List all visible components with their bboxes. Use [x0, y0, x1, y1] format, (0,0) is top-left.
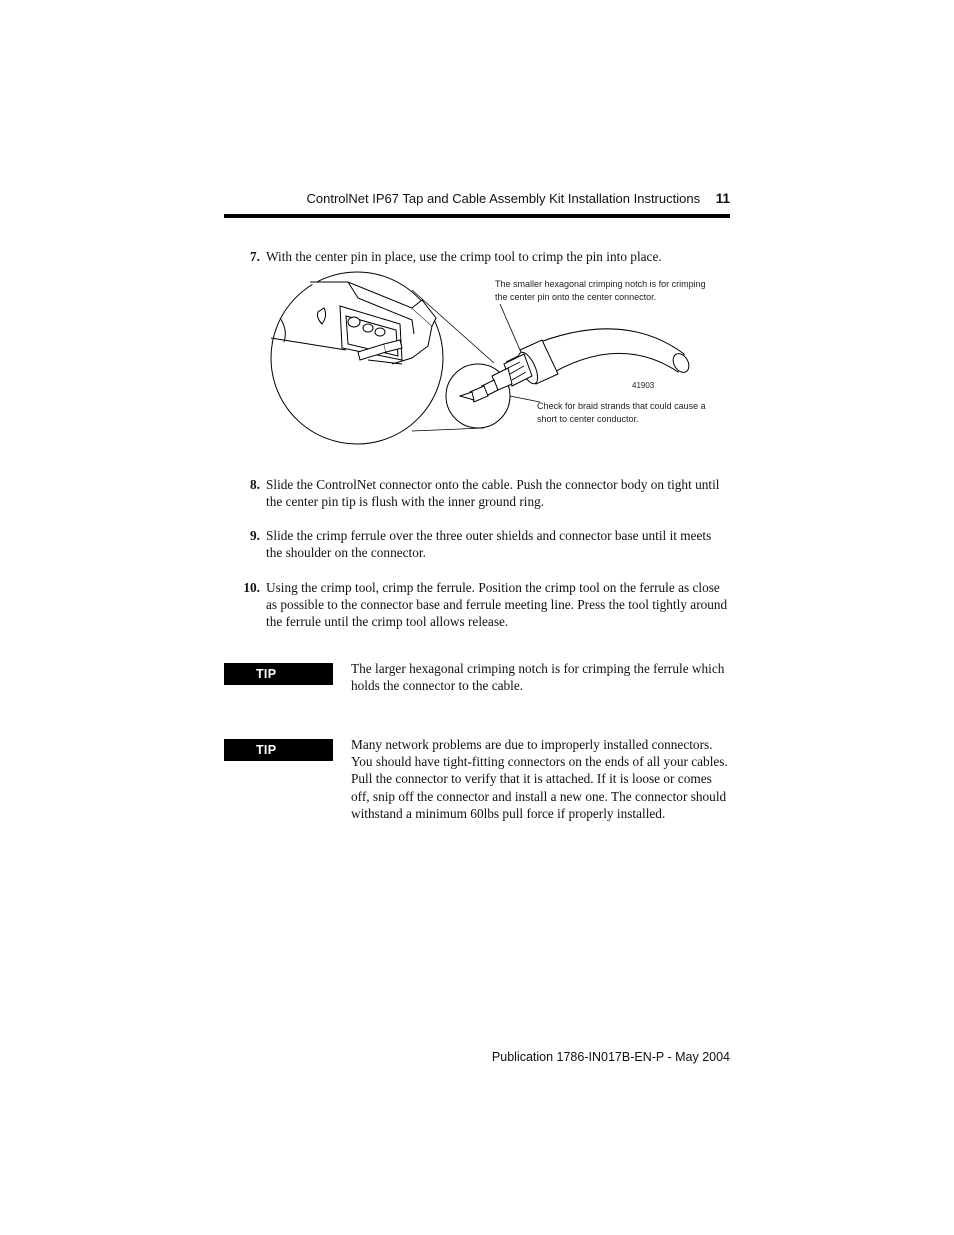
step-text: Using the crimp tool, crimp the ferrule. Position the crimp tool on the ferrule as close as possible to the connector base and ferrule meeting line. Press the tool tightly around the ferrule until the crimp tool allows release. [266, 580, 728, 629]
tip-text: The larger hexagonal crimping notch is for crimping the ferrule which holds the connector to the cable. [351, 661, 725, 694]
step-text: Slide the crimp ferrule over the three outer shields and connector base until it meets the shoulder on the connector. [266, 528, 712, 560]
step-number: 10. [243, 580, 260, 595]
crimp-illustration [262, 268, 712, 448]
header-rule [224, 214, 730, 218]
tip-text: Many network problems are due to improperly installed connectors. You should have tight-fitting connectors on the ends of all your cables. Pull the connector to verify that it is attached. If it is loose or comes off, snip off the connector and install a new one. The connector should withstand a minimum 60lbs pull force if properly installed. [351, 737, 728, 821]
step-number: 9. [250, 528, 260, 543]
step-text: Slide the ControlNet connector onto the cable. Push the connector body on tight until the center pin tip is flush with the inner ground ring. [266, 477, 720, 509]
tip-badge: TIP [224, 663, 333, 685]
callout-braid-strands: Check for braid strands that could cause a short to center conductor. [537, 401, 706, 424]
callout-smaller-notch: The smaller hexagonal crimping notch is for crimping the center pin onto the center connector. [495, 279, 706, 302]
step-number: 8. [250, 477, 260, 492]
tip-badge: TIP [224, 739, 333, 761]
document-title: ControlNet IP67 Tap and Cable Assembly Kit Installation Instructions [306, 191, 701, 206]
figure-number: 41903 [632, 381, 655, 390]
step-text: With the center pin in place, use the crimp tool to crimp the pin into place. [266, 249, 662, 264]
step-number: 7. [250, 249, 260, 264]
page-header [224, 191, 730, 211]
page-number: 11 [715, 191, 730, 206]
publication-footer: Publication 1786-IN017B-EN-P - May 2004 [491, 1050, 730, 1064]
